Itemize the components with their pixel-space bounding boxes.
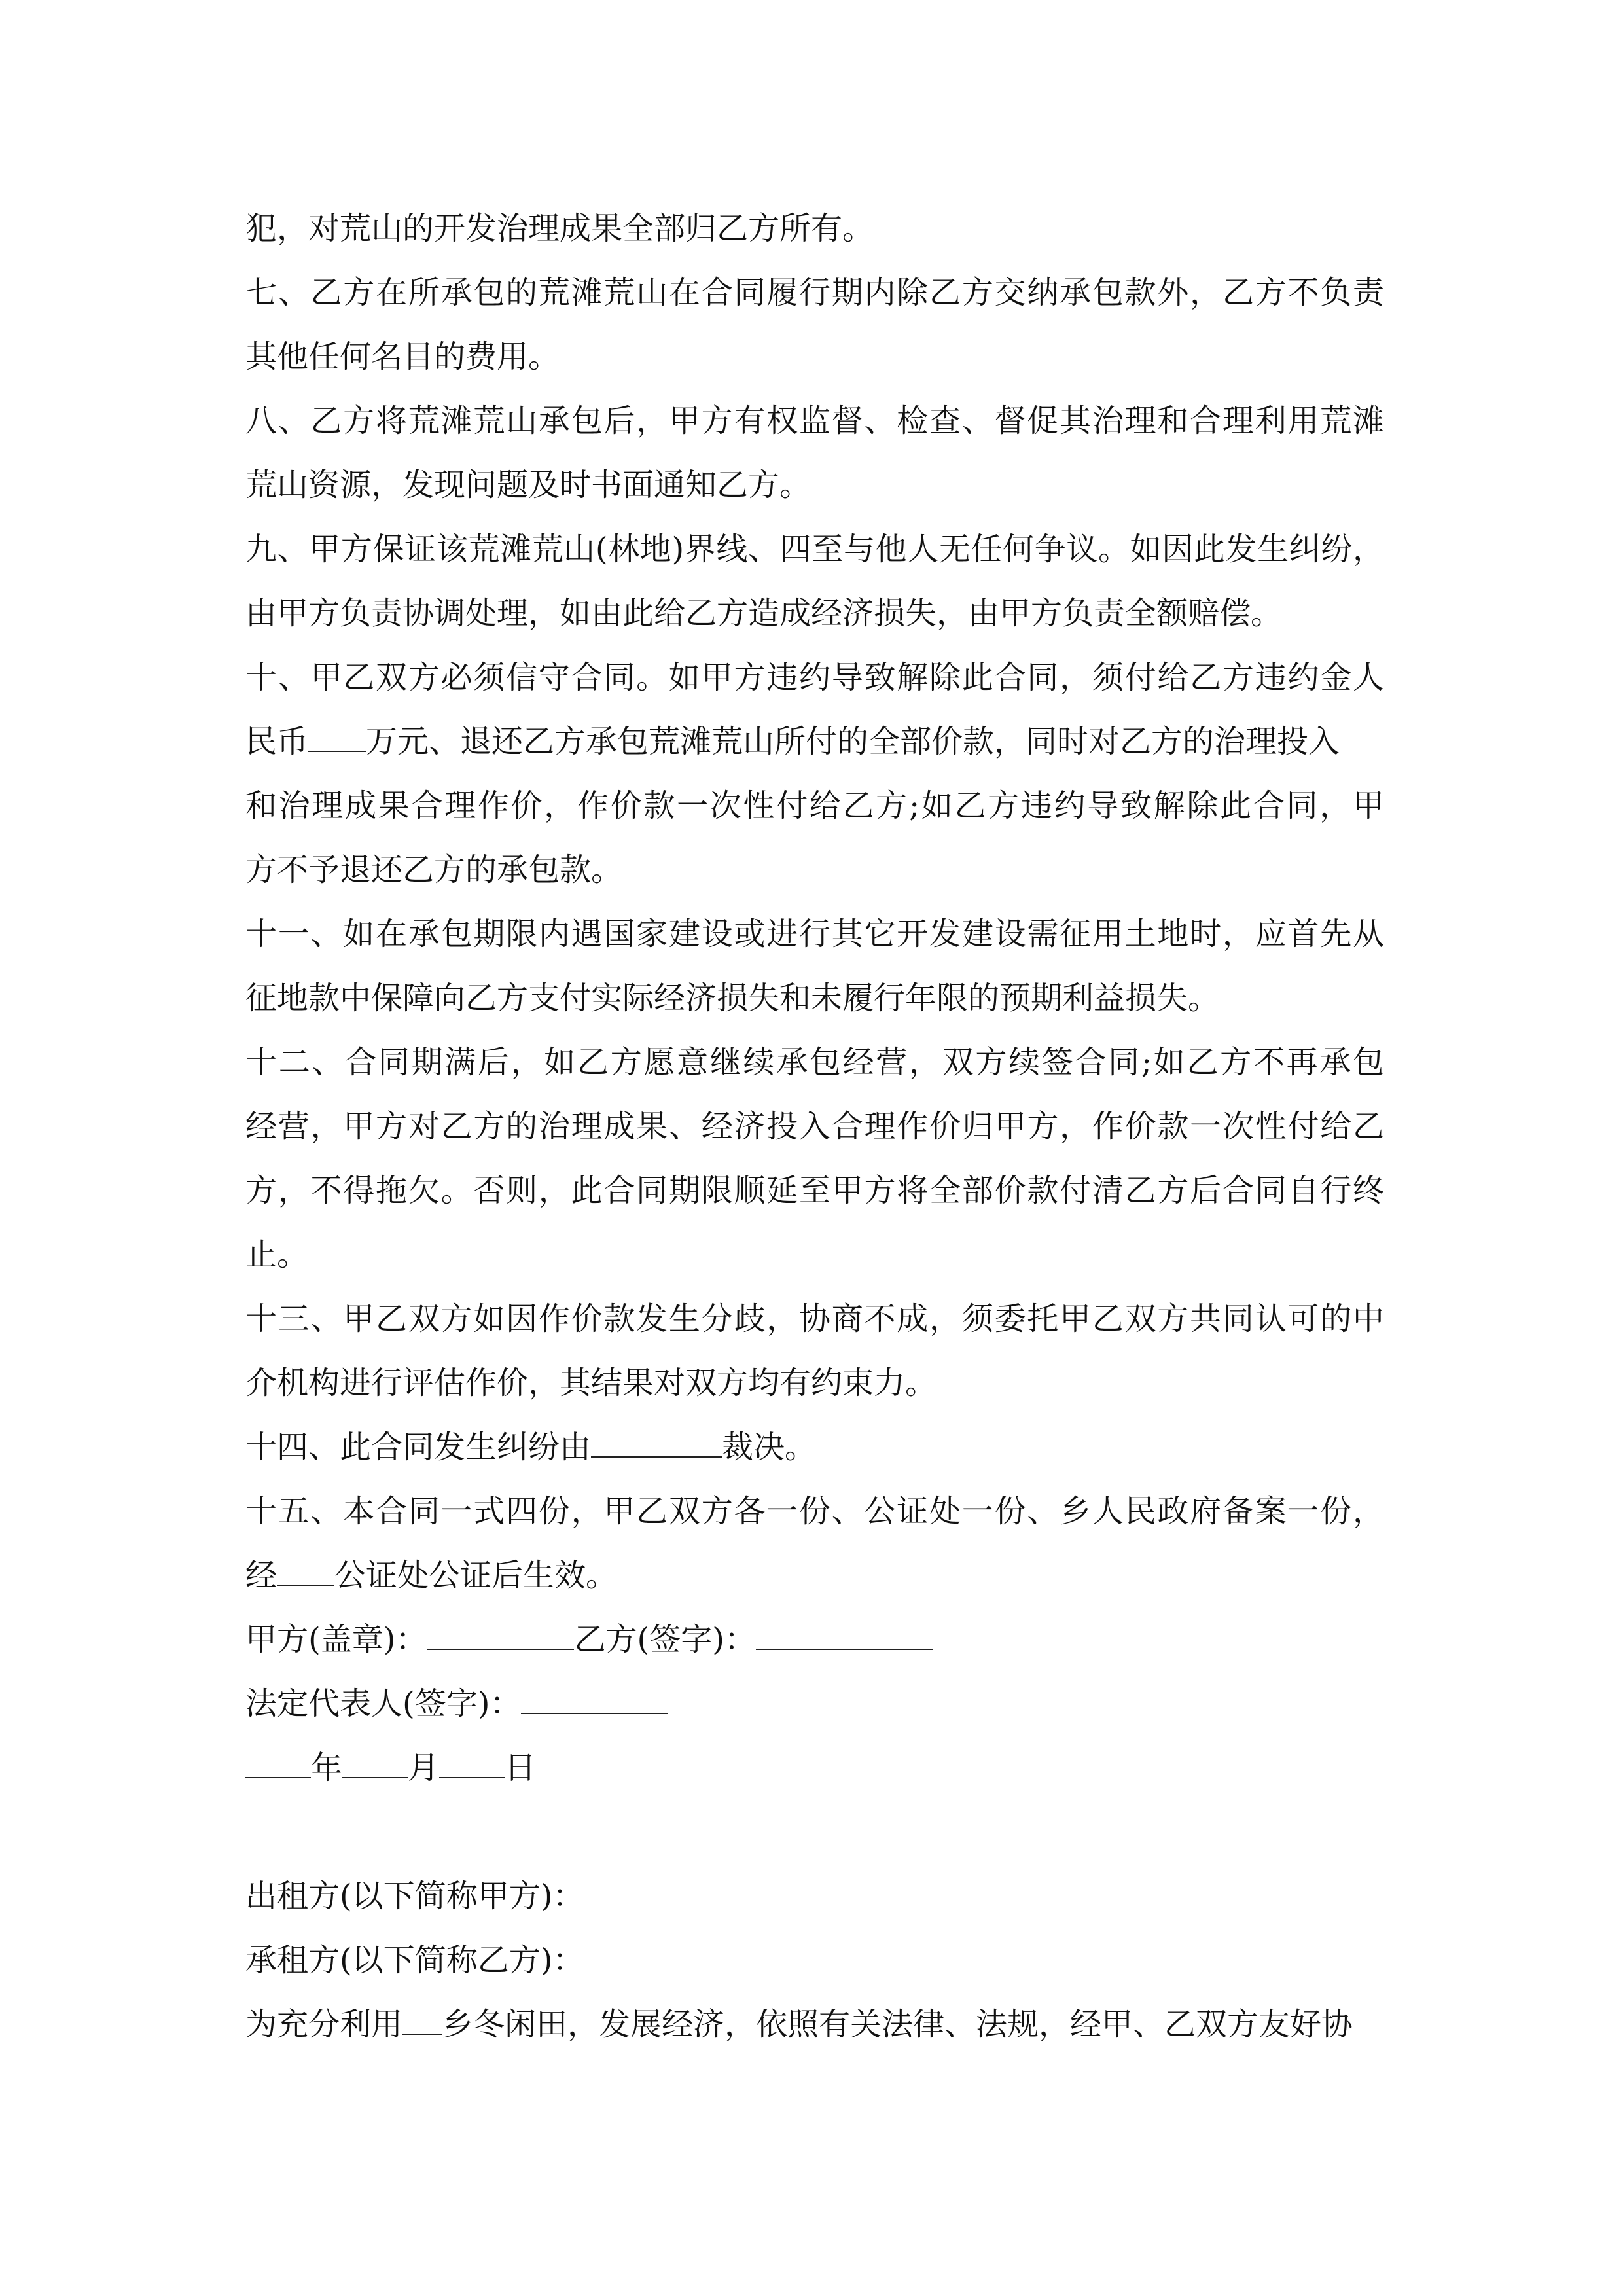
clause-7-line-2: 其他任何名目的费用。 — [245, 338, 560, 375]
clause-14-line-1 — [245, 1415, 1384, 1479]
clause-11-line-2: 征地款中保障向乙方支付实际经济损失和未履行年限的预期利益损失。 — [245, 980, 1220, 1016]
clause-13-line-2: 介机构进行评估作价，其结果对双方均有约束力。 — [245, 1365, 937, 1401]
intro-text-b: 乡冬闲田，发展经济，依照有关法律、法规，经甲、乙双方友好协 — [442, 2006, 1353, 2043]
signature-parties-line — [245, 1607, 1384, 1672]
clause-10-text-a: 民币 — [245, 723, 309, 760]
lessee-line: 承租方(以下简称乙方)： — [245, 1942, 584, 1979]
clause-14-text-a: 十四、此合同发生纠纷由 — [245, 1429, 592, 1465]
clause-12-line-1: 十二、合同期满后，如乙方愿意继续承包经营，双方续签合同;如乙方不再承包 — [245, 1044, 1384, 1081]
clause-10-line-4: 方不予退还乙方的承包款。 — [245, 852, 623, 888]
section-gap — [245, 1800, 1384, 1864]
fill-in-blank — [277, 1558, 334, 1586]
party-a-signature-blank — [427, 1623, 574, 1650]
legal-rep-signature-blank — [521, 1687, 668, 1714]
fill-in-blank — [402, 2007, 442, 2035]
fill-in-blank — [308, 725, 366, 752]
clause-9-line-1: 九、甲方保证该荒滩荒山(林地)界线、四至与他人无任何争议。如因此发生纠纷， — [245, 531, 1384, 567]
intro-line — [245, 1992, 1384, 2056]
clause-7-line-1: 七、乙方在所承包的荒滩荒山在合同履行期内除乙方交纳承包款外，乙方不负责 — [245, 274, 1384, 311]
paragraph-line: 犯，对荒山的开发治理成果全部归乙方所有。 — [245, 210, 874, 247]
clause-15-line-2 — [245, 1543, 1384, 1607]
clause-10-text-b: 万元、退还乙方承包荒滩荒山所付的全部价款，同时对乙方的治理投入 — [366, 723, 1340, 760]
party-b-label: 乙方(签字)： — [574, 1621, 756, 1658]
clause-8-line-2: 荒山资源，发现问题及时书面通知乙方。 — [245, 467, 812, 503]
clause-12-line-2: 经营，甲方对乙方的治理成果、经济投入合理作价归甲方，作价款一次性付给乙 — [245, 1108, 1384, 1145]
clause-12-line-3: 方，不得拖欠。否则，此合同期限顺延至甲方将全部价款付清乙方后合同自行终 — [245, 1172, 1384, 1209]
clause-10-line-2 — [245, 709, 1384, 774]
year-blank — [245, 1751, 311, 1778]
clause-14-text-b: 裁决。 — [722, 1429, 817, 1465]
clause-10-line-3: 和治理成果合理作价，作价款一次性付给乙方;如乙方违约导致解除此合同，甲 — [245, 787, 1384, 824]
clause-8-line-1: 八、乙方将荒滩荒山承包后，甲方有权监督、检查、督促其治理和合理利用荒滩 — [245, 403, 1384, 439]
day-blank — [439, 1751, 505, 1778]
month-blank — [342, 1751, 408, 1778]
legal-rep-label: 法定代表人(签字)： — [245, 1685, 522, 1722]
clause-9-line-2: 由甲方负责协调处理，如由此给乙方造成经济损失，由甲方负责全额赔偿。 — [245, 595, 1283, 632]
intro-text-a: 为充分利用 — [245, 2006, 403, 2043]
document-body — [245, 196, 1384, 2056]
clause-15-text-a: 经 — [245, 1557, 277, 1594]
day-label: 日 — [505, 1749, 537, 1786]
clause-15-line-1: 十五、本合同一式四份，甲乙双方各一份、公证处一份、乡人民政府备案一份， — [245, 1493, 1384, 1530]
clause-13-line-1: 十三、甲乙双方如因作价款发生分歧，协商不成，须委托甲乙双方共同认可的中 — [245, 1300, 1384, 1337]
clause-12-line-4: 止。 — [245, 1236, 309, 1273]
date-line — [245, 1736, 1384, 1800]
party-a-label: 甲方(盖章)： — [245, 1621, 427, 1658]
clause-15-text-b: 公证处公证后生效。 — [334, 1557, 618, 1594]
year-label: 年 — [311, 1749, 343, 1786]
party-b-signature-blank — [756, 1623, 933, 1650]
fill-in-blank — [591, 1430, 722, 1458]
month-label: 月 — [408, 1749, 440, 1786]
legal-rep-line — [245, 1672, 1384, 1736]
clause-11-line-1: 十一、如在承包期限内遇国家建设或进行其它开发建设需征用土地时，应首先从 — [245, 916, 1384, 952]
lessor-line: 出租方(以下简称甲方)： — [245, 1878, 584, 1914]
clause-10-line-1: 十、甲乙双方必须信守合同。如甲方违约导致解除此合同，须付给乙方违约金人 — [245, 659, 1384, 696]
